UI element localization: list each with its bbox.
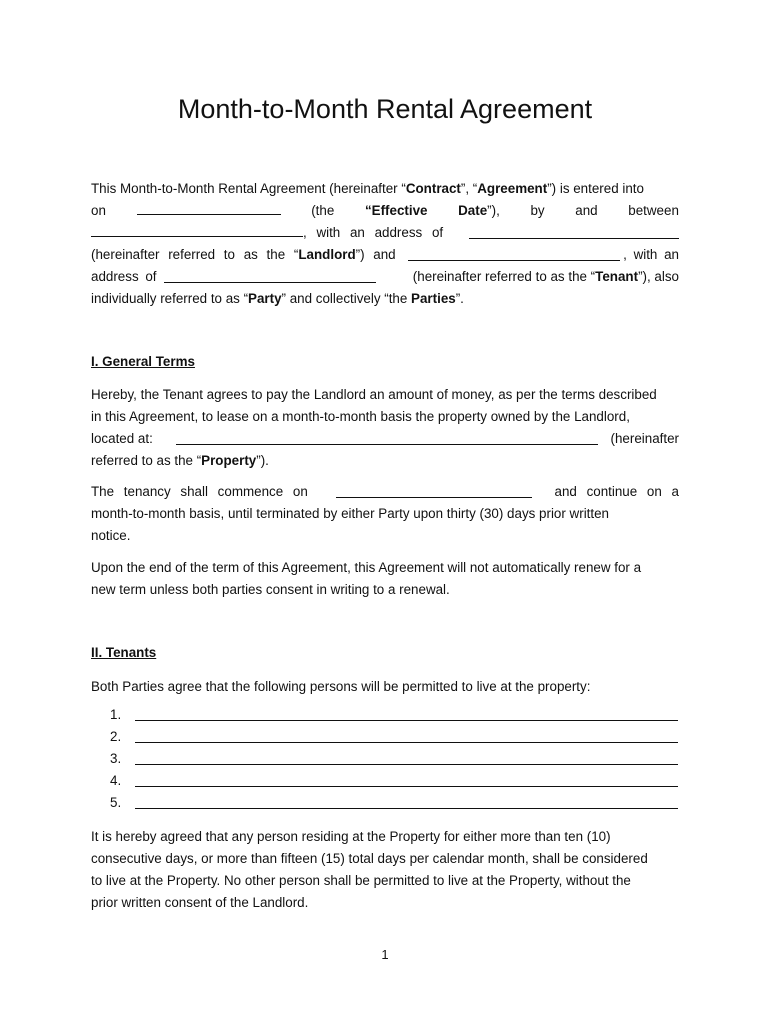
document-title: Month-to-Month Rental Agreement: [177, 94, 593, 124]
tenant-list-item: 4.: [110, 773, 680, 795]
intro-line-2: on (the “Effective Date”), by and between: [91, 200, 679, 222]
tenants-intro: Both Parties agree that the following persons will be permitted to live at the property:: [91, 679, 591, 694]
tenant-name-line[interactable]: [135, 764, 678, 765]
intro-line-5: address of (hereinafter referred to as the “Tenant”), also: [91, 269, 679, 284]
landlord-name-blank[interactable]: [91, 222, 303, 237]
tenant-name-line[interactable]: [135, 786, 678, 787]
commencement-date-blank[interactable]: [336, 483, 532, 498]
section-general-terms-heading: I. General Terms: [91, 354, 195, 369]
tenant-name-line[interactable]: [135, 742, 678, 743]
tenant-name-blank[interactable]: [408, 246, 620, 261]
intro-line-4: (hereinafter referred to as the “Landlord”) and , with an: [91, 247, 679, 262]
property-address-blank[interactable]: [176, 430, 598, 445]
general-terms-paragraph-1: Hereby, the Tenant agrees to pay the Landlord an amount of money, as per the terms described in this Agreement, to lease on a month-to-month basis the property owned by the Landlord, located at: (hereinafter referred to as the “Property”).: [91, 387, 679, 468]
general-terms-paragraph-3: Upon the end of the term of this Agreement, this Agreement will not automatically renew for a new term unless both parties consent in writing to a renewal.: [91, 560, 642, 597]
intro-line-3: , with an address of: [91, 222, 679, 244]
effective-date-blank[interactable]: [137, 200, 281, 215]
tenant-list-item: 2.: [110, 729, 680, 751]
tenant-list-item: 3.: [110, 751, 680, 773]
tenants-paragraph: It is hereby agreed that any person residing at the Property for either more than ten (10) consecutive days, or more than fifteen (15) total days per calendar month, shall be considered to live at the Property. No other person shall be permitted to live at the Property, without the prior written consent of the Landlord.: [91, 829, 648, 910]
tenant-list-item: 1.: [110, 707, 680, 729]
general-terms-paragraph-2: The tenancy shall commence on and continue on a month-to-month basis, until terminated by either Party upon thirty (30) days prior written notice.: [91, 484, 679, 543]
landlord-address-blank[interactable]: [469, 224, 679, 239]
tenant-address-blank[interactable]: [164, 268, 376, 283]
page-number: 1: [381, 947, 389, 962]
intro-paragraph: [91, 178, 679, 310]
intro-line-1: This Month-to-Month Rental Agreement (hereinafter “Contract”, “Agreement”) is entered into: [91, 181, 644, 196]
section-tenants-heading: II. Tenants: [91, 645, 157, 660]
tenant-name-line[interactable]: [135, 808, 678, 809]
intro-line-6: individually referred to as “Party” and collectively “the Parties”.: [91, 291, 464, 306]
tenant-list-item: 5.: [110, 795, 680, 817]
tenant-name-line[interactable]: [135, 720, 678, 721]
